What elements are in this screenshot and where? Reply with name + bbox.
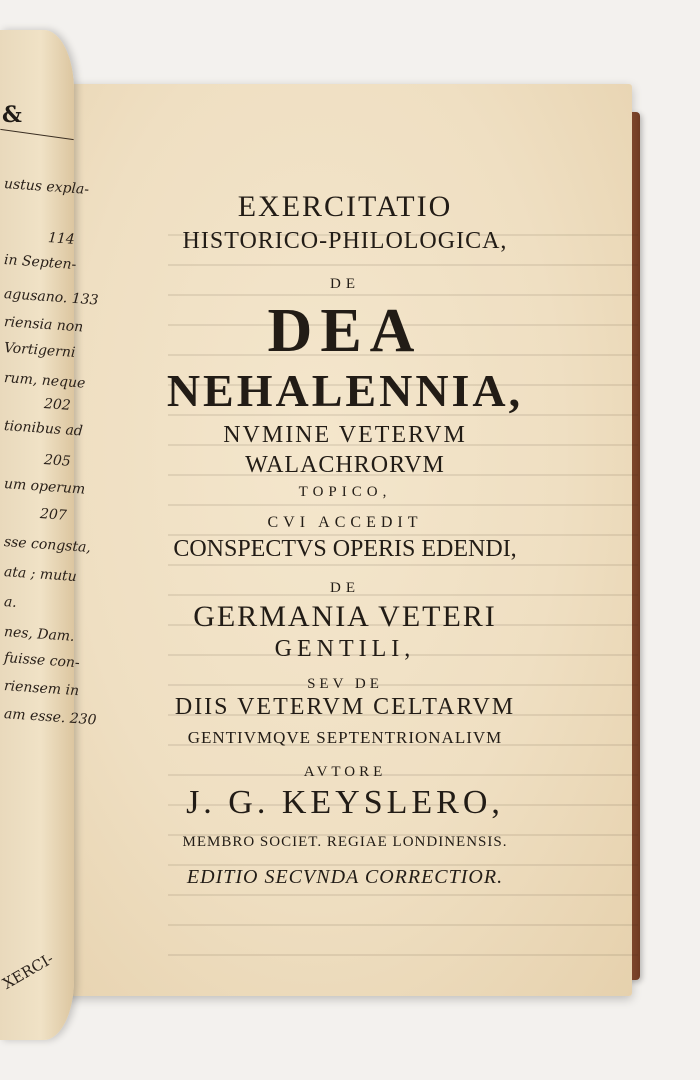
title-line-autore: AVTORE [303, 764, 387, 780]
page-rule [0, 129, 73, 140]
title-line-numine: NVMINE VETERVM [223, 422, 467, 448]
title-line-diis: DIIS VETERVM CELTARVM [174, 694, 516, 720]
index-fragment: riensem in [3, 678, 80, 700]
ampersand-mark: & [2, 102, 22, 128]
title-line-gentili: GENTILI, [274, 636, 416, 662]
index-fragment: 207 [39, 506, 68, 524]
title-line-de-2: DE [330, 580, 360, 596]
index-fragment: agusano. 133 [3, 286, 100, 309]
index-fragment: um operum [3, 476, 86, 498]
index-fragment: a. [3, 594, 18, 611]
title-line-de: DE [330, 276, 360, 292]
title-line-conspectus: CONSPECTVS OPERIS EDENDI, [173, 536, 517, 562]
title-line-dea: DEA [267, 297, 423, 365]
index-fragment: 114 [47, 230, 76, 248]
title-line-topico: TOPICO, [298, 484, 392, 500]
index-fragment: fuisse con- [3, 650, 81, 672]
index-fragment: rum, neque [3, 370, 86, 392]
title-line-walachrorum: WALACHRORVM [245, 452, 445, 478]
index-fragment: Vortigerni [3, 340, 76, 361]
title-line-cui-accedit: CVI ACCEDIT [267, 514, 423, 531]
index-fragment: nes, Dam. [3, 624, 76, 645]
index-fragment: ustus expla- [3, 176, 90, 198]
author-affiliation: MEMBRO SOCIET. REGIAE LONDINENSIS. [182, 834, 508, 850]
index-fragment: ata ; mutu [3, 564, 78, 586]
catchword: XERCI- [0, 949, 57, 993]
index-fragment: 202 [43, 396, 72, 414]
title-line-nehalennia: NEHALENNIA, [166, 365, 524, 416]
index-fragment: am esse. 230 [3, 706, 97, 729]
index-fragment: riensia non [3, 314, 84, 336]
index-fragment: 205 [43, 452, 72, 470]
index-fragment: in Septen- [3, 252, 77, 274]
title-line-historico: HISTORICO-PHILOLOGICA, [182, 228, 508, 254]
author-name: J. G. KEYSLERO, [186, 784, 504, 821]
title-line-gentiumque: GENTIVMQVE SEPTENTRIONALIVM [187, 728, 503, 747]
index-fragment: sse congsta, [3, 534, 92, 557]
index-fragment: tionibus ad [3, 418, 84, 440]
title-line-germania: GERMANIA VETERI [193, 600, 497, 633]
edition-statement: EDITIO SECVNDA CORRECTIOR. [186, 866, 504, 888]
title-line-seu-de: SEV DE [307, 676, 383, 692]
title-line-exercitatio: EXERCITATIO [237, 190, 453, 223]
